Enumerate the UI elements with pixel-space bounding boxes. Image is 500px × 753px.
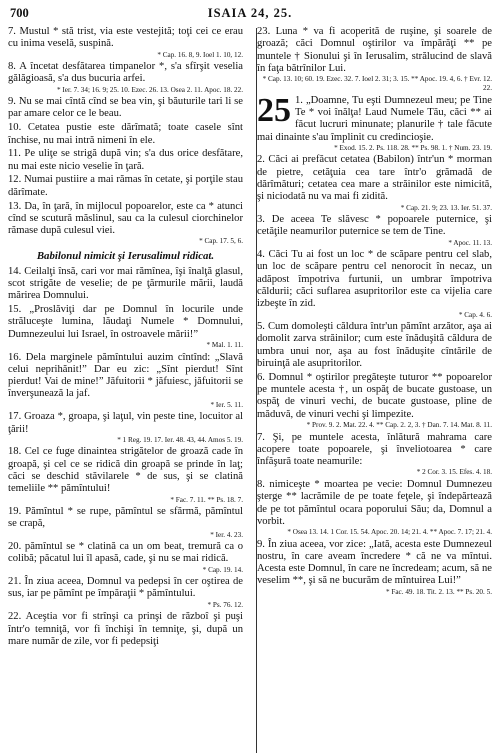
verse-text: 11. Pe uliţe se strigă după vin; s'a dus orice desfătare, nu mai este nicio veselie în ţară. <box>8 148 243 172</box>
verse <box>8 506 243 540</box>
verse-text: 19. Pămîntul * se rupe, pămîntul se sfărmă, pămîntul se crapă, <box>8 506 243 530</box>
cross-reference: * 1 Reg. 19. 17. Ier. 48. 43, 44. Amos 5. 19. <box>117 435 243 444</box>
cross-reference: * Ps. 76. 12. <box>207 600 243 609</box>
column-divider <box>256 28 257 753</box>
cross-reference: * Prov. 9. 2. Mat. 22. 4. ** Cap. 2. 2, 3. † Dan. 7. 14. Mat. 8. 11. <box>306 421 492 430</box>
verse-text: 13. Da, în ţară, în mijlocul popoarelor, este ca * atunci cînd se scutură măslinul, sau ca la culesul ciorchinelor rămase după culesul viei. <box>8 200 243 237</box>
verse <box>8 576 243 610</box>
verse-text: 4. Căci Tu ai fost un loc * de scăpare pentru cel slab, un loc de scăpare pentru cel nenorocit în necaz, un adăpost împotriva furtunii, un umbrar împotriva căldurii; căci suflarea asupritorilor este ca vijelia care izbeşte în zid. <box>257 249 492 310</box>
left-column <box>8 26 243 650</box>
verse <box>8 148 243 173</box>
cross-reference: * Fac. 49. 18. Tit. 2. 13. ** Ps. 20. 5. <box>385 587 492 596</box>
verse <box>257 154 492 212</box>
verse-text: 3. De aceea Te slăvesc * popoarele puternice, şi cetăţile neamurilor puternice se tem de Tine. <box>257 214 492 238</box>
verse <box>8 61 243 95</box>
cross-reference: * Cap. 13. 10; 60. 19. Ezec. 32. 7. Ioel 2. 31; 3. 15. ** Apoc. 19. 4, 6. † Evr. 12. 22. <box>262 75 492 93</box>
verse-text: 14. Ceilalţi însă, cari vor mai rămînea, îşi înalţă glasul, scot strigăte de veselie; de pe ţărmurile mării, laudă mărirea Domnului. <box>8 265 243 302</box>
section-heading: Babilonul nimicit şi Ierusalimul ridicat. <box>36 250 215 263</box>
verse-text: 2. Căci ai prefăcut cetatea (Babilon) într'un * morman de pietre, cetăţuia cea tare într'o grămadă de dărîmături; cetatea cea mare a străinilor este nimicită, şi niciodată nu va mai fi zidită. <box>257 154 492 203</box>
verse <box>8 26 243 60</box>
cross-reference: * Ier. 4. 23. <box>210 530 243 539</box>
verse-text: 16. Dela marginele pămîntului auzim cîntînd: „Slavă celui neprihănit!” Dar eu zic: „Sînt pierdut! Sînt pierdut! Vai de mine!” Jăfuitorii * jăfuiesc, jăfuitorii se înverşunează la jaf. <box>8 351 243 400</box>
cross-reference: * Cap. 4. 6. <box>458 310 492 319</box>
running-title: ISAIA 24, 25. <box>207 6 293 20</box>
page-number: 700 <box>10 6 29 20</box>
verse-text: 5. Cum domoleşti căldura într'un pămînt arzător, aşa ai domolit zarva străinilor; cum este înăduşită căldura de umbra unui nor, aşa au fost înăduşite cîntările de biruinţă ale asupritorilor. <box>257 321 492 370</box>
verse-text: 18. Cel ce fuge dinaintea strigătelor de groază cade în groapă, şi cel ce se ridică din groapă se prinde în laţ; căci se deschid stăvilarele * de sus, şi se clatină temeliile ** pămîntului! <box>8 446 243 495</box>
verse <box>8 122 243 147</box>
chapter-number: 25 <box>257 91 291 129</box>
cross-reference: * Fac. 7. 11. ** Ps. 18. 7. <box>170 495 243 504</box>
verse <box>257 26 492 93</box>
right-column <box>257 26 492 650</box>
verse-text: 8. A încetat desfătarea timpanelor *, s'a sfîrşit veselia gălăgioasă, s'a dus bucuria arfei. <box>8 61 243 85</box>
verse-text: 15. „Proslăviţi dar pe Domnul în locurile unde străluceşte lumina, lăudaţi Numele * Domnului, Dumnezeului lui Israel, în ostroavele mării!” <box>8 304 243 340</box>
verse <box>257 479 492 537</box>
cross-reference: * Apoc. 11. 13. <box>448 238 492 247</box>
verse-text: 22. Aceştia vor fi strînşi ca prinşi de războî şi puşi într'o temniţă, vor fi închişi în temniţe, şi, după un mare număr de zile, vor fi pedepsiţi <box>8 611 243 647</box>
verse-text: 10. Cetatea pustie este dărîmată; toate casele sînt închise, nu mai intră nimeni în ele. <box>8 122 243 146</box>
cross-reference: * Cap. 16. 8, 9. Ioel 1. 10, 12. <box>157 50 243 59</box>
cross-reference: * Cap. 17. 5, 6. <box>199 237 243 246</box>
cross-reference: * Cap. 19. 14. <box>202 565 243 574</box>
verse-text: 9. În ziua aceea, vor zice: „Iată, acesta este Dumnezeul nostru, în care aveam încredere * că ne va mîntui. Acesta este Domnul, în care ne încredeam; acum, să ne veselim **, şi să ne bucurăm de mîntuirea Lui!” <box>257 538 492 587</box>
cross-reference: * Ier. 5. 11. <box>210 400 243 409</box>
cross-reference: * Mal. 1. 11. <box>206 341 243 350</box>
verse-text: 7. Mustul * stă trist, via este vestejită; toţi cei ce erau cu inima veselă, suspină. <box>8 26 243 50</box>
verse-text: 21. În ziua aceea, Domnul va pedepsi în cer oştirea de sus, iar pe pămînt pe împăraţii * pămîntului. <box>8 576 243 600</box>
page-header <box>8 4 492 22</box>
verse <box>8 266 243 303</box>
cross-reference: * Osea 13. 14. 1 Cor. 15. 54. Apoc. 20. 14; 21. 4. ** Apoc. 7. 17; 21. 4. <box>287 528 492 537</box>
verse <box>257 432 492 478</box>
verse-text: 9. Nu se mai cîntă cînd se bea vin, şi băuturile tari li se par amare celor ce le beau. <box>8 96 243 120</box>
text-columns <box>8 26 492 650</box>
verse <box>8 611 243 648</box>
verse-text: 23. Luna * va fi acoperită de ruşine, şi soarele de groază; căci Domnul oştirilor va împărăţi ** pe muntele † Sionului şi în Ierusalim, strălucind de slavă în faţa bătrînilor Lui. <box>257 26 492 74</box>
cross-reference: * 2 Cor. 3. 15. Efes. 4. 18. <box>416 468 492 477</box>
verse <box>8 352 243 410</box>
verse <box>8 201 243 247</box>
verse-text: 6. Domnul * oştirilor pregăteşte tuturor ** popoarelor pe muntele acesta †, un ospăţ de bucate gustoase, un ospăţ de vinuri vechi, de bucate gustoase, pline de măduvă, de vinuri vechi şi limpezite. <box>257 371 492 420</box>
verse <box>8 541 243 575</box>
cross-reference: * Ier. 7. 34; 16. 9; 25. 10. Ezec. 26. 13. Osea 2. 11. Apoc. 18. 22. <box>57 85 243 94</box>
verse-text: 1. „Doamne, Tu eşti Dumnezeul meu; pe Tine Te * voi înălţa! Laud Numele Tău, căci ** ai făcut lucruri minunate; planurile † tale făcute mai dinainte s'au împlinit cu credincioşie. <box>257 94 492 143</box>
verse <box>8 96 243 121</box>
cross-reference: * Exod. 15. 2. Ps. 118. 28. ** Ps. 98. 1. † Num. 23. 19. <box>334 143 492 152</box>
verse <box>257 91 492 153</box>
verse <box>8 446 243 504</box>
verse <box>257 214 492 248</box>
verse-text: 8. nimiceşte * moartea pe vecie: Domnul Dumnezeu şterge ** lacrămile de pe toate feţele, şi îndepărtează de pe tot pămîntul ocara poporului Său; da, Domnul a vorbit. <box>257 478 492 527</box>
verse <box>8 411 243 445</box>
verse-text: 7. Şi, pe muntele acesta, înlătură mahrama care acopere toate popoarele, şi înveliotoarea * care înfăşură toate neamurile: <box>257 431 492 468</box>
verse-text: 12. Numai pustiire a mai rămas în cetate, şi porţile stau dărîmate. <box>8 174 243 198</box>
verse-text: 20. pămîntul se * clatină ca un om beat, tremură ca o colibă; păcatul lui îl apasă, cade, şi nu se mai ridică. <box>8 541 243 565</box>
verse <box>257 249 492 319</box>
verse <box>8 174 243 199</box>
cross-reference: * Cap. 21. 9; 23. 13. Ier. 51. 37. <box>400 203 492 212</box>
verse <box>257 321 492 370</box>
verse-text: 17. Groaza *, groapa, şi laţul, vin peste tine, locuitor al ţării! <box>8 411 243 435</box>
verse <box>257 539 492 597</box>
verse <box>8 304 243 350</box>
verse <box>257 372 492 430</box>
